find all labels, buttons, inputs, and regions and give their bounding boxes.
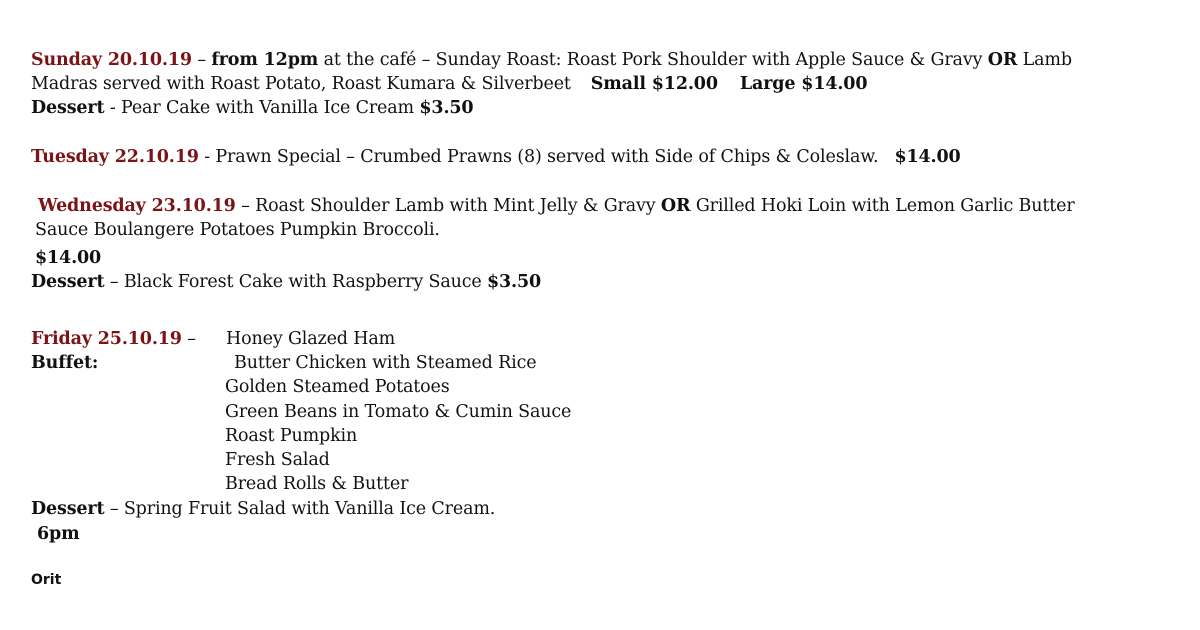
buffet-item: Bread Rolls & Butter <box>225 474 409 494</box>
sunday-description-1: at the café – Sunday Roast: Roast Pork Shoulder with Apple Sauce & Gravy <box>318 50 988 70</box>
wednesday-day-label: Wednesday 23.10.19 <box>38 196 236 216</box>
sunday-description-1-end: Lamb <box>1017 50 1072 70</box>
buffet-item: Green Beans in Tomato & Cumin Sauce <box>225 402 572 422</box>
buffet-item: Golden Steamed Potatoes <box>225 377 450 397</box>
friday-time: 6pm <box>37 524 80 544</box>
friday-separator: – <box>181 329 196 349</box>
friday-dessert-line <box>31 497 495 521</box>
wednesday-dessert-text: – Black Forest Cake with Raspberry Sauce <box>104 272 487 292</box>
tuesday-day-label: Tuesday 22.10.19 <box>31 147 199 167</box>
tuesday-separator: - <box>198 147 216 167</box>
sunday-dessert-line <box>31 96 473 120</box>
wednesday-description-1-end: Grilled Hoki Loin with Lemon Garlic Butter <box>690 196 1075 216</box>
sunday-dessert-label: Dessert <box>31 98 105 118</box>
wednesday-separator: – <box>235 196 256 216</box>
wednesday-dessert-price: $3.50 <box>487 272 542 292</box>
sunday-dessert-price: $3.50 <box>419 98 474 118</box>
wednesday-dessert-line <box>31 270 541 294</box>
wednesday-line-2 <box>35 218 440 242</box>
sunday-line-1 <box>31 48 1072 72</box>
friday-dessert-label: Dessert <box>31 499 105 519</box>
friday-line-1 <box>31 327 196 351</box>
sunday-small-price: Small $12.00 <box>590 74 718 94</box>
wednesday-price: $14.00 <box>35 248 102 268</box>
sunday-large-price: Large $14.00 <box>739 74 868 94</box>
buffet-item: Fresh Salad <box>225 450 330 470</box>
friday-buffet-label: Buffet: <box>31 353 99 373</box>
sunday-dessert-text: - Pear Cake with Vanilla Ice Cream <box>104 98 420 118</box>
sunday-day-label: Sunday 20.10.19 <box>31 50 192 70</box>
wednesday-dessert-label: Dessert <box>31 272 105 292</box>
sunday-or: OR <box>987 50 1018 70</box>
buffet-item: Honey Glazed Ham <box>226 329 396 349</box>
friday-day-label: Friday 25.10.19 <box>31 329 182 349</box>
wednesday-line-1 <box>38 194 1075 218</box>
sunday-description-2: Madras served with Roast Potato, Roast Kumara & Silverbeet <box>31 74 571 94</box>
sunday-line-2 <box>31 72 867 96</box>
tuesday-description: Prawn Special – Crumbed Prawns (8) served with Side of Chips & Coleslaw. <box>215 147 879 167</box>
wednesday-or: OR <box>660 196 691 216</box>
tuesday-line <box>31 145 961 169</box>
wednesday-description-1: Roast Shoulder Lamb with Mint Jelly & Gravy <box>255 196 661 216</box>
author-name: Orit <box>31 572 62 588</box>
buffet-item: Roast Pumpkin <box>225 426 358 446</box>
tuesday-price: $14.00 <box>894 147 961 167</box>
friday-dessert-text: – Spring Fruit Salad with Vanilla Ice Cream. <box>104 499 496 519</box>
wednesday-description-2: Sauce Boulangere Potatoes Pumpkin Broccoli. <box>35 220 440 240</box>
buffet-item: Butter Chicken with Steamed Rice <box>234 353 537 373</box>
sunday-separator: – <box>191 50 212 70</box>
sunday-from-time: from 12pm <box>211 50 319 70</box>
